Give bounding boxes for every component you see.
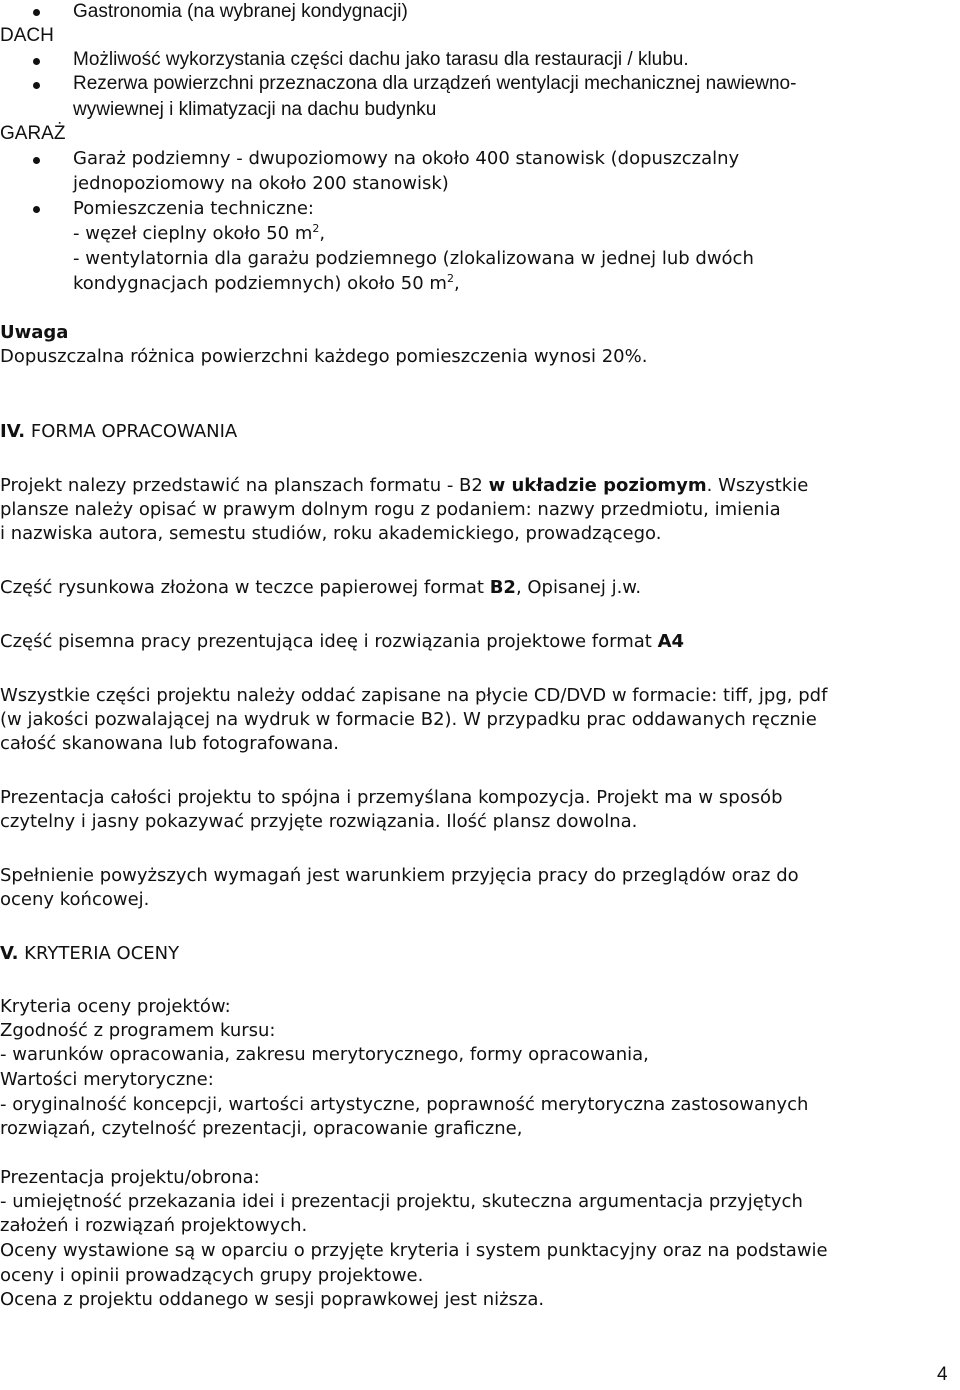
list-item-wentylatornia: - wentylatornia dla garażu podziemnego (zlokalizowana w jednej lub dwóch: [73, 248, 754, 269]
text-run: ,: [319, 223, 326, 244]
list-item-dach-taras: Możliwość wykorzystania części dachu jako tarasu dla restauracji / klubu.: [73, 49, 689, 70]
text-run: Część pisemna pracy prezentująca ideę i rozwiązania projektowe format: [0, 631, 658, 652]
paragraph-line: oceny i opinii prowadzących grupy projektowe.: [0, 1265, 424, 1286]
paragraph-line: czytelny i jasny pokazywać przyjęte rozwiązania. Ilość plansz dowolna.: [0, 811, 638, 832]
paragraph-line: założeń i rozwiązań projektowych.: [0, 1215, 308, 1236]
bold-run: A4: [657, 631, 685, 652]
list-item-gastronomia: Gastronomia (na wybranej kondygnacji): [73, 1, 408, 22]
superscript: 2: [312, 222, 320, 235]
paragraph-line: Kryteria oceny projektów:: [0, 996, 231, 1017]
text-run: . Wszystkie: [706, 475, 809, 496]
paragraph-line: Wszystkie części projektu należy oddać zapisane na płycie CD/DVD w formacie: tiff, jpg, pdf: [0, 685, 828, 706]
bold-run: w układzie poziomym: [488, 475, 707, 496]
heading-uwaga: [0, 321, 68, 345]
paragraph-line: - umiejętność przekazania idei i prezentacji projektu, skuteczna argumentacja przyjętych: [0, 1191, 803, 1212]
bold-run: B2: [489, 577, 516, 598]
section-number: IV.: [0, 421, 26, 442]
uwaga-text: Dopuszczalna różnica powierzchni każdego pomieszczenia wynosi 20%.: [0, 346, 648, 367]
paragraph-line: i nazwiska autora, semestu studiów, roku akademickiego, prowadzącego.: [0, 523, 662, 544]
list-item-garaz-podziemny: Garaż podziemny - dwupoziomowy na około 400 stanowisk (dopuszczalny: [73, 148, 740, 169]
paragraph-line: Wartości merytoryczne:: [0, 1069, 214, 1090]
text-run: Część rysunkowa złożona w teczce papierowej format: [0, 577, 490, 598]
list-item-dach-rezerwa-cont: wywiewnej i klimatyzacji na dachu budynku: [73, 99, 437, 120]
list-item-dach-rezerwa: Rezerwa powierzchni przeznaczona dla urządzeń wentylacji mechanicznej nawiewno-: [73, 73, 797, 94]
heading-dach: DACH: [0, 25, 54, 46]
bullet-icon: [33, 206, 40, 213]
list-item-wezel: [73, 222, 325, 246]
paragraph-line: Prezentacja projektu/obrona:: [0, 1167, 260, 1188]
paragraph-line: - warunków opracowania, zakresu merytorycznego, formy opracowania,: [0, 1044, 649, 1065]
bullet-icon: [33, 9, 40, 16]
paragraph-line: oceny końcowej.: [0, 889, 150, 910]
paragraph-line: Oceny wystawione są w oparciu o przyjęte kryteria i system punktacyjny oraz na podstawie: [0, 1240, 828, 1261]
heading-garaz: GARAŻ: [0, 123, 66, 144]
section-heading-iv: [0, 420, 237, 444]
text-run: kondygnacjach podziemnych) około 50 m: [73, 273, 447, 294]
paragraph-line: - oryginalność koncepcji, wartości artystyczne, poprawność merytoryczna zastosowanych: [0, 1094, 809, 1115]
bold-run: Uwaga: [0, 322, 69, 343]
paragraph-line: Ocena z projektu oddanego w sesji poprawkowej jest niższa.: [0, 1289, 545, 1310]
bullet-icon: [33, 82, 40, 89]
section-number: V.: [0, 943, 19, 964]
superscript: 2: [446, 272, 454, 285]
bullet-icon: [33, 58, 40, 65]
paragraph-line: całość skanowana lub fotografowana.: [0, 733, 339, 754]
page-number: 4: [937, 1364, 948, 1385]
paragraph-line: [0, 630, 684, 654]
text-run: ,: [453, 273, 460, 294]
paragraph-line: rozwiązań, czytelność prezentacji, opracowanie graficzne,: [0, 1118, 523, 1139]
list-item-wentylatornia-cont: [73, 272, 460, 296]
text-run: , Opisanej j.w.: [515, 577, 642, 598]
paragraph-line: Prezentacja całości projektu to spójna i przemyślana kompozycja. Projekt ma w sposób: [0, 787, 783, 808]
paragraph-line: Spełnienie powyższych wymagań jest warunkiem przyjęcia pracy do przeglądów oraz do: [0, 865, 799, 886]
paragraph-line: (w jakości pozwalającej na wydruk w formacie B2). W przypadku prac oddawanych ręcznie: [0, 709, 817, 730]
list-item-pomieszczenia: Pomieszczenia techniczne:: [73, 198, 314, 219]
bullet-icon: [33, 157, 40, 164]
paragraph-line: Zgodność z programem kursu:: [0, 1020, 276, 1041]
text-run: - węzeł cieplny około 50 m: [73, 223, 313, 244]
paragraph-line: [0, 474, 808, 498]
section-title: KRYTERIA OCENY: [18, 943, 180, 964]
list-item-garaz-podziemny-cont: jednopoziomowy na około 200 stanowisk): [73, 173, 449, 194]
paragraph-line: [0, 576, 641, 600]
section-heading-v: [0, 942, 179, 966]
text-run: Projekt nalezy przedstawić na planszach formatu - B2: [0, 475, 489, 496]
section-title: FORMA OPRACOWANIA: [25, 421, 238, 442]
paragraph-line: plansze należy opisać w prawym dolnym rogu z podaniem: nazwy przedmiotu, imienia: [0, 499, 781, 520]
